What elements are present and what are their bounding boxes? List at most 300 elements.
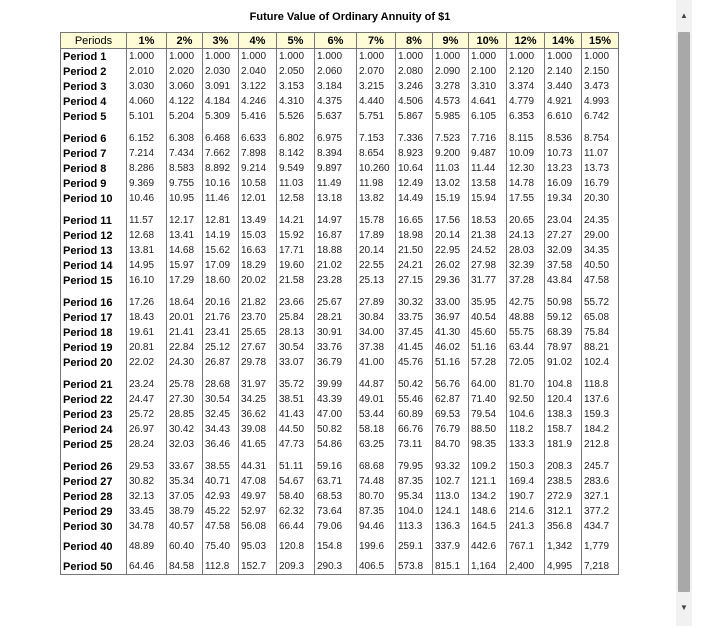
table-cell: 158.7	[545, 422, 582, 437]
table-cell: 37.28	[507, 273, 545, 288]
table-cell: 30.82	[127, 474, 167, 489]
table-cell: 5.637	[315, 109, 357, 124]
table-cell: 21.02	[315, 258, 357, 273]
table-cell: 47.73	[277, 437, 315, 452]
table-cell: 10.73	[545, 146, 582, 161]
table-cell: 98.35	[469, 437, 507, 452]
table-cell: 66.76	[396, 422, 433, 437]
table-cell: 33.76	[315, 340, 357, 355]
table-cell: 4.122	[167, 94, 203, 109]
table-row	[61, 504, 619, 519]
table-cell: 33.07	[277, 355, 315, 370]
group-spacer	[61, 452, 619, 459]
table-row	[61, 79, 619, 94]
table-cell: 3.184	[315, 79, 357, 94]
table-cell: 13.23	[545, 161, 582, 176]
column-header-rate: 12%	[507, 33, 545, 49]
table-cell: 47.58	[582, 273, 619, 288]
triangle-up-icon: ▲	[680, 10, 688, 20]
triangle-down-icon: ▼	[680, 602, 688, 612]
table-cell: 51.16	[433, 355, 469, 370]
table-cell: 6.468	[203, 131, 239, 146]
table-row	[61, 213, 619, 228]
table-header-row	[61, 33, 619, 49]
table-cell: 3.030	[127, 79, 167, 94]
table-cell: 7.434	[167, 146, 203, 161]
period-label: Period 10	[61, 191, 127, 206]
table-cell: 4.779	[507, 94, 545, 109]
table-cell: 63.44	[507, 340, 545, 355]
table-cell: 28.13	[277, 325, 315, 340]
table-cell: 31.77	[469, 273, 507, 288]
table-cell: 1.000	[239, 49, 277, 65]
table-cell: 1.000	[315, 49, 357, 65]
table-cell: 38.55	[203, 459, 239, 474]
table-cell: 3.278	[433, 79, 469, 94]
table-cell: 22.55	[357, 258, 396, 273]
period-label: Period 2	[61, 64, 127, 79]
table-cell: 2.020	[167, 64, 203, 79]
table-cell: 59.12	[545, 310, 582, 325]
table-cell: 312.1	[545, 504, 582, 519]
table-cell: 13.58	[469, 176, 507, 191]
table-cell: 30.84	[357, 310, 396, 325]
table-cell: 4,995	[545, 559, 582, 575]
table-cell: 79.54	[469, 407, 507, 422]
table-cell: 13.41	[167, 228, 203, 243]
table-cell: 1,779	[582, 539, 619, 554]
table-cell: 30.91	[315, 325, 357, 340]
table-cell: 58.40	[277, 489, 315, 504]
table-cell: 36.97	[433, 310, 469, 325]
period-label: Period 19	[61, 340, 127, 355]
table-cell: 1.000	[545, 49, 582, 65]
table-cell: 120.4	[545, 392, 582, 407]
table-cell: 767.1	[507, 539, 545, 554]
table-cell: 3.215	[357, 79, 396, 94]
table-cell: 50.98	[545, 295, 582, 310]
table-cell: 41.30	[433, 325, 469, 340]
table-cell: 118.2	[507, 422, 545, 437]
table-cell: 56.76	[433, 377, 469, 392]
table-cell: 95.34	[396, 489, 433, 504]
table-cell: 45.22	[203, 504, 239, 519]
period-label: Period 28	[61, 489, 127, 504]
table-cell: 28.24	[127, 437, 167, 452]
table-cell: 25.72	[127, 407, 167, 422]
table-cell: 9.549	[277, 161, 315, 176]
table-cell: 18.43	[127, 310, 167, 325]
table-cell: 28.68	[203, 377, 239, 392]
table-cell: 41.65	[239, 437, 277, 452]
table-cell: 35.34	[167, 474, 203, 489]
table-cell: 3.440	[545, 79, 582, 94]
period-label: Period 16	[61, 295, 127, 310]
table-cell: 11.03	[433, 161, 469, 176]
table-cell: 73.11	[396, 437, 433, 452]
table-cell: 21.41	[167, 325, 203, 340]
table-cell: 7.662	[203, 146, 239, 161]
table-cell: 29.00	[582, 228, 619, 243]
table-cell: 2.100	[469, 64, 507, 79]
table-cell: 19.60	[277, 258, 315, 273]
period-label: Period 8	[61, 161, 127, 176]
table-cell: 1.000	[277, 49, 315, 65]
table-cell: 4.440	[357, 94, 396, 109]
table-cell: 84.58	[167, 559, 203, 575]
table-cell: 12.58	[277, 191, 315, 206]
scroll-down-button[interactable]	[676, 600, 692, 614]
table-cell: 434.7	[582, 519, 619, 534]
table-cell: 10.260	[357, 161, 396, 176]
table-cell: 290.3	[315, 559, 357, 575]
period-label: Period 11	[61, 213, 127, 228]
table-cell: 75.40	[203, 539, 239, 554]
table-cell: 10.64	[396, 161, 433, 176]
table-cell: 150.3	[507, 459, 545, 474]
table-cell: 3.122	[239, 79, 277, 94]
table-cell: 24.35	[582, 213, 619, 228]
table-cell: 78.97	[545, 340, 582, 355]
period-label: Period 27	[61, 474, 127, 489]
table-row	[61, 474, 619, 489]
table-cell: 76.79	[433, 422, 469, 437]
table-cell: 14.49	[396, 191, 433, 206]
table-row	[61, 94, 619, 109]
table-cell: 28.03	[507, 243, 545, 258]
table-cell: 18.53	[469, 213, 507, 228]
table-cell: 815.1	[433, 559, 469, 575]
table-cell: 118.8	[582, 377, 619, 392]
table-cell: 112.8	[203, 559, 239, 575]
table-cell: 3.060	[167, 79, 203, 94]
table-cell: 13.18	[315, 191, 357, 206]
table-cell: 27.30	[167, 392, 203, 407]
table-cell: 17.89	[357, 228, 396, 243]
table-row	[61, 459, 619, 474]
table-cell: 88.21	[582, 340, 619, 355]
table-cell: 4.573	[433, 94, 469, 109]
table-cell: 27.89	[357, 295, 396, 310]
group-spacer	[61, 370, 619, 377]
table-cell: 1.000	[469, 49, 507, 65]
table-row	[61, 161, 619, 176]
table-cell: 7.336	[396, 131, 433, 146]
table-cell: 20.16	[203, 295, 239, 310]
table-cell: 121.1	[469, 474, 507, 489]
table-cell: 92.50	[507, 392, 545, 407]
table-cell: 14.78	[507, 176, 545, 191]
table-cell: 20.14	[433, 228, 469, 243]
table-cell: 60.40	[167, 539, 203, 554]
table-cell: 95.03	[239, 539, 277, 554]
table-cell: 27.15	[396, 273, 433, 288]
column-header-rate: 9%	[433, 33, 469, 49]
table-cell: 73.64	[315, 504, 357, 519]
table-cell: 29.36	[433, 273, 469, 288]
table-cell: 26.02	[433, 258, 469, 273]
table-cell: 13.02	[433, 176, 469, 191]
table-cell: 327.1	[582, 489, 619, 504]
table-cell: 2.150	[582, 64, 619, 79]
table-cell: 27.67	[239, 340, 277, 355]
table-cell: 1,164	[469, 559, 507, 575]
table-cell: 2.140	[545, 64, 582, 79]
table-cell: 26.97	[127, 422, 167, 437]
table-cell: 10.46	[127, 191, 167, 206]
table-cell: 94.46	[357, 519, 396, 534]
table-cell: 13.81	[127, 243, 167, 258]
table-cell: 11.49	[315, 176, 357, 191]
table-cell: 6.610	[545, 109, 582, 124]
period-label: Period 13	[61, 243, 127, 258]
table-cell: 3.310	[469, 79, 507, 94]
table-cell: 113.0	[433, 489, 469, 504]
table-cell: 104.6	[507, 407, 545, 422]
table-cell: 24.21	[396, 258, 433, 273]
period-label: Period 20	[61, 355, 127, 370]
table-cell: 46.02	[433, 340, 469, 355]
table-row	[61, 392, 619, 407]
table-cell: 24.52	[469, 243, 507, 258]
vertical-scrollbar[interactable]	[676, 0, 692, 626]
table-cell: 3.246	[396, 79, 433, 94]
table-cell: 56.08	[239, 519, 277, 534]
table-cell: 72.05	[507, 355, 545, 370]
scroll-up-button[interactable]	[676, 8, 692, 22]
table-cell: 74.48	[357, 474, 396, 489]
table-cell: 63.25	[357, 437, 396, 452]
table-cell: 30.42	[167, 422, 203, 437]
period-label: Period 17	[61, 310, 127, 325]
table-cell: 3.473	[582, 79, 619, 94]
group-spacer	[61, 124, 619, 131]
period-label: Period 18	[61, 325, 127, 340]
table-cell: 87.35	[396, 474, 433, 489]
table-cell: 12.81	[203, 213, 239, 228]
table-cell: 12.30	[507, 161, 545, 176]
table-row	[61, 437, 619, 452]
table-cell: 81.70	[507, 377, 545, 392]
table-cell: 406.5	[357, 559, 396, 575]
period-label: Period 9	[61, 176, 127, 191]
table-cell: 15.92	[277, 228, 315, 243]
table-cell: 4.060	[127, 94, 167, 109]
table-cell: 40.54	[469, 310, 507, 325]
table-cell: 55.46	[396, 392, 433, 407]
table-cell: 283.6	[582, 474, 619, 489]
table-cell: 18.98	[396, 228, 433, 243]
period-label: Period 21	[61, 377, 127, 392]
table-cell: 79.95	[396, 459, 433, 474]
table-cell: 109.2	[469, 459, 507, 474]
table-cell: 152.7	[239, 559, 277, 575]
table-cell: 13.49	[239, 213, 277, 228]
column-header-rate: 3%	[203, 33, 239, 49]
table-cell: 84.70	[433, 437, 469, 452]
table-cell: 36.79	[315, 355, 357, 370]
table-cell: 19.61	[127, 325, 167, 340]
table-cell: 47.08	[239, 474, 277, 489]
table-cell: 32.45	[203, 407, 239, 422]
table-cell: 15.62	[203, 243, 239, 258]
table-cell: 8.142	[277, 146, 315, 161]
table-cell: 24.13	[507, 228, 545, 243]
table-cell: 51.11	[277, 459, 315, 474]
table-cell: 442.6	[469, 539, 507, 554]
table-cell: 54.86	[315, 437, 357, 452]
table-cell: 47.58	[203, 519, 239, 534]
table-cell: 137.6	[582, 392, 619, 407]
table-cell: 209.3	[277, 559, 315, 575]
table-cell: 14.97	[315, 213, 357, 228]
table-cell: 59.16	[315, 459, 357, 474]
table-cell: 22.84	[167, 340, 203, 355]
table-cell: 50.42	[396, 377, 433, 392]
table-cell: 4.184	[203, 94, 239, 109]
table-cell: 25.12	[203, 340, 239, 355]
table-cell: 1.000	[582, 49, 619, 65]
table-cell: 148.6	[469, 504, 507, 519]
table-cell: 134.2	[469, 489, 507, 504]
table-cell: 104.8	[545, 377, 582, 392]
table-cell: 36.62	[239, 407, 277, 422]
table-cell: 37.38	[357, 340, 396, 355]
table-cell: 8.536	[545, 131, 582, 146]
table-cell: 214.6	[507, 504, 545, 519]
table-cell: 199.6	[357, 539, 396, 554]
period-label: Period 40	[61, 539, 127, 554]
table-row	[61, 258, 619, 273]
table-cell: 19.34	[545, 191, 582, 206]
table-cell: 11.98	[357, 176, 396, 191]
table-row	[61, 325, 619, 340]
table-row	[61, 273, 619, 288]
table-cell: 11.46	[203, 191, 239, 206]
table-cell: 41.43	[277, 407, 315, 422]
table-cell: 41.45	[396, 340, 433, 355]
table-cell: 35.95	[469, 295, 507, 310]
table-row	[61, 131, 619, 146]
table-cell: 91.02	[545, 355, 582, 370]
table-cell: 7.716	[469, 131, 507, 146]
table-cell: 25.84	[277, 310, 315, 325]
table-cell: 33.45	[127, 504, 167, 519]
period-label: Period 24	[61, 422, 127, 437]
table-cell: 11.57	[127, 213, 167, 228]
table-cell: 32.39	[507, 258, 545, 273]
table-cell: 32.13	[127, 489, 167, 504]
table-cell: 68.39	[545, 325, 582, 340]
table-cell: 22.02	[127, 355, 167, 370]
table-cell: 40.50	[582, 258, 619, 273]
table-cell: 9.369	[127, 176, 167, 191]
table-cell: 245.7	[582, 459, 619, 474]
column-header-rate: 14%	[545, 33, 582, 49]
table-cell: 12.17	[167, 213, 203, 228]
period-label: Period 7	[61, 146, 127, 161]
table-cell: 1.000	[203, 49, 239, 65]
table-cell: 20.01	[167, 310, 203, 325]
table-cell: 8.654	[357, 146, 396, 161]
table-cell: 37.05	[167, 489, 203, 504]
table-cell: 39.99	[315, 377, 357, 392]
table-cell: 133.3	[507, 437, 545, 452]
table-cell: 259.1	[396, 539, 433, 554]
scrollbar-thumb[interactable]	[678, 32, 690, 592]
table-cell: 26.87	[203, 355, 239, 370]
table-row	[61, 340, 619, 355]
table-cell: 49.97	[239, 489, 277, 504]
table-cell: 45.60	[469, 325, 507, 340]
table-row	[61, 407, 619, 422]
table-cell: 5.526	[277, 109, 315, 124]
table-cell: 16.65	[396, 213, 433, 228]
table-cell: 38.51	[277, 392, 315, 407]
table-cell: 8.583	[167, 161, 203, 176]
table-cell: 7.898	[239, 146, 277, 161]
table-cell: 5.867	[396, 109, 433, 124]
table-cell: 28.21	[315, 310, 357, 325]
table-cell: 4.310	[277, 94, 315, 109]
table-cell: 5.204	[167, 109, 203, 124]
table-cell: 57.28	[469, 355, 507, 370]
table-cell: 60.89	[396, 407, 433, 422]
table-cell: 573.8	[396, 559, 433, 575]
table-cell: 79.06	[315, 519, 357, 534]
table-cell: 34.43	[203, 422, 239, 437]
table-cell: 20.65	[507, 213, 545, 228]
table-cell: 48.89	[127, 539, 167, 554]
table-row	[61, 310, 619, 325]
column-header-rate: 2%	[167, 33, 203, 49]
table-cell: 356.8	[545, 519, 582, 534]
table-cell: 1.000	[396, 49, 433, 65]
table-cell: 4.246	[239, 94, 277, 109]
table-cell: 14.19	[203, 228, 239, 243]
table-cell: 29.78	[239, 355, 277, 370]
period-label: Period 1	[61, 49, 127, 65]
table-cell: 62.32	[277, 504, 315, 519]
table-cell: 13.73	[582, 161, 619, 176]
table-title: Future Value of Ordinary Annuity of $1	[249, 11, 451, 23]
table-cell: 44.31	[239, 459, 277, 474]
table-cell: 136.3	[433, 519, 469, 534]
table-row	[61, 559, 619, 575]
table-cell: 8.754	[582, 131, 619, 146]
table-cell: 18.64	[167, 295, 203, 310]
period-label: Period 12	[61, 228, 127, 243]
table-cell: 16.63	[239, 243, 277, 258]
table-cell: 4.375	[315, 94, 357, 109]
table-cell: 337.9	[433, 539, 469, 554]
table-cell: 49.01	[357, 392, 396, 407]
table-cell: 9.214	[239, 161, 277, 176]
table-cell: 2.010	[127, 64, 167, 79]
table-cell: 63.71	[315, 474, 357, 489]
table-cell: 1.000	[357, 49, 396, 65]
table-cell: 88.50	[469, 422, 507, 437]
table-cell: 25.13	[357, 273, 396, 288]
table-cell: 20.81	[127, 340, 167, 355]
table-cell: 10.95	[167, 191, 203, 206]
table-cell: 17.56	[433, 213, 469, 228]
table-cell: 75.84	[582, 325, 619, 340]
table-cell: 14.21	[277, 213, 315, 228]
table-cell: 37.58	[545, 258, 582, 273]
table-cell: 2.030	[203, 64, 239, 79]
table-cell: 29.53	[127, 459, 167, 474]
